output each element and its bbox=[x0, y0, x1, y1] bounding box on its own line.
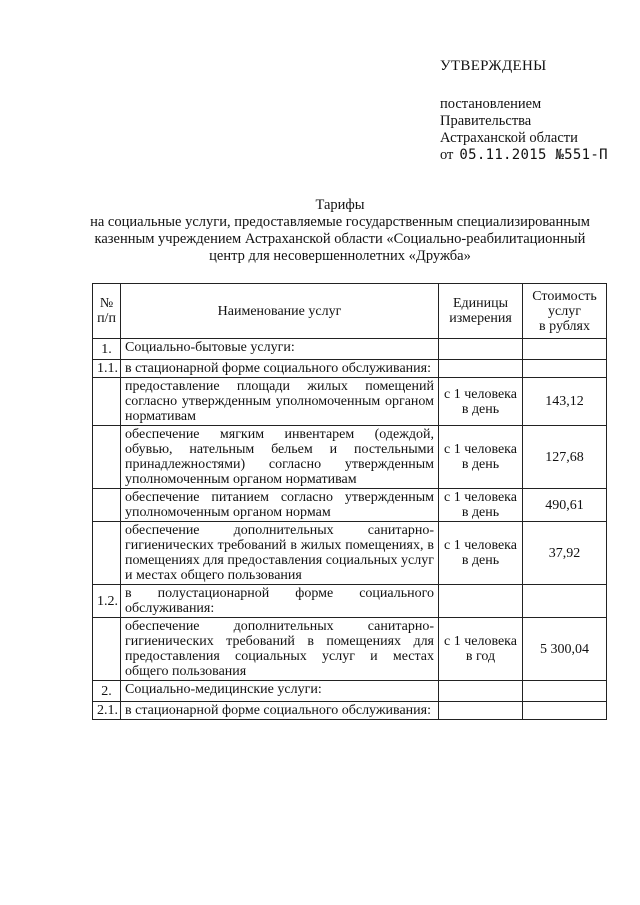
table-row bbox=[93, 378, 607, 426]
title-subheading: на социальные услуги, предоставляемые государственным специализированным казенным учреждением Астраханской области «Социально-реабилитационный центр для несовершеннолетних «Дружба» bbox=[90, 214, 590, 264]
table-row bbox=[93, 489, 607, 522]
row-name: обеспечение питанием согласно утвержденным уполномоченным органом нормам bbox=[121, 489, 439, 522]
row-cost: 5 300,04 bbox=[523, 618, 607, 681]
document-title bbox=[90, 197, 590, 265]
row-num bbox=[93, 489, 121, 522]
row-unit bbox=[439, 585, 523, 618]
table-row bbox=[93, 522, 607, 585]
approval-date-line bbox=[440, 147, 608, 164]
row-num bbox=[93, 426, 121, 489]
table-row bbox=[93, 585, 607, 618]
approval-line-2: Правительства bbox=[440, 113, 532, 129]
row-num bbox=[93, 522, 121, 585]
approval-date-number: 05.11.2015 №551-П bbox=[459, 147, 608, 163]
row-num: 1. bbox=[93, 339, 121, 360]
approval-line-3: Астраханской области bbox=[440, 130, 578, 146]
row-name: в стационарной форме социального обслуживания: bbox=[121, 360, 439, 378]
row-cost: 127,68 bbox=[523, 426, 607, 489]
table-row bbox=[93, 339, 607, 360]
row-name: обеспечение дополнительных санитарно-гигиенических требований в помещениях для предоставления социальных услуг и местах общего пользования bbox=[121, 618, 439, 681]
approval-line-1: постановлением bbox=[440, 96, 542, 112]
row-unit bbox=[439, 681, 523, 702]
approval-date-prefix: от bbox=[440, 147, 454, 163]
header-cost: Стоимость услуг в рублях bbox=[523, 284, 607, 339]
row-cost: 37,92 bbox=[523, 522, 607, 585]
row-num: 1.2. bbox=[93, 585, 121, 618]
row-name: обеспечение дополнительных санитарно-гигиенических требований в жилых помещениях, в помещениях для предоставления социальных услуг и местах общего пользования bbox=[121, 522, 439, 585]
row-num bbox=[93, 618, 121, 681]
row-unit: с 1 человека в год bbox=[439, 618, 523, 681]
row-num: 1.1. bbox=[93, 360, 121, 378]
row-name: в стационарной форме социального обслуживания: bbox=[121, 702, 439, 720]
row-name: Социально-бытовые услуги: bbox=[121, 339, 439, 360]
title-heading: Тарифы bbox=[315, 197, 365, 213]
table-row bbox=[93, 618, 607, 681]
approval-block bbox=[440, 58, 608, 164]
table-row bbox=[93, 681, 607, 702]
row-unit: с 1 человека в день bbox=[439, 522, 523, 585]
row-cost: 490,61 bbox=[523, 489, 607, 522]
table-row bbox=[93, 702, 607, 720]
row-cost bbox=[523, 681, 607, 702]
row-unit bbox=[439, 339, 523, 360]
row-num: 2.1. bbox=[93, 702, 121, 720]
table-row bbox=[93, 426, 607, 489]
row-unit: с 1 человека в день bbox=[439, 378, 523, 426]
approval-heading: УТВЕРЖДЕНЫ bbox=[440, 58, 547, 74]
tariffs-table bbox=[92, 283, 607, 720]
row-cost bbox=[523, 702, 607, 720]
row-cost bbox=[523, 360, 607, 378]
row-unit: с 1 человека в день bbox=[439, 426, 523, 489]
header-name: Наименование услуг bbox=[121, 284, 439, 339]
row-unit bbox=[439, 702, 523, 720]
row-num: 2. bbox=[93, 681, 121, 702]
row-name: в полустационарной форме социального обслуживания: bbox=[121, 585, 439, 618]
row-unit bbox=[439, 360, 523, 378]
row-name: Социально-медицинские услуги: bbox=[121, 681, 439, 702]
row-num bbox=[93, 378, 121, 426]
row-name: обеспечение мягким инвентарем (одеждой, обувью, нательным бельем и постельными принадлежностями) согласно утвержденным уполномоченным органом нормативам bbox=[121, 426, 439, 489]
row-cost: 143,12 bbox=[523, 378, 607, 426]
row-unit: с 1 человека в день bbox=[439, 489, 523, 522]
row-cost bbox=[523, 339, 607, 360]
row-cost bbox=[523, 585, 607, 618]
table-header-row bbox=[93, 284, 607, 339]
header-unit: Единицы измерения bbox=[439, 284, 523, 339]
header-num: № п/п bbox=[93, 284, 121, 339]
row-name: предоставление площади жилых помещений согласно утвержденным уполномоченным органом нормативам bbox=[121, 378, 439, 426]
table-row bbox=[93, 360, 607, 378]
